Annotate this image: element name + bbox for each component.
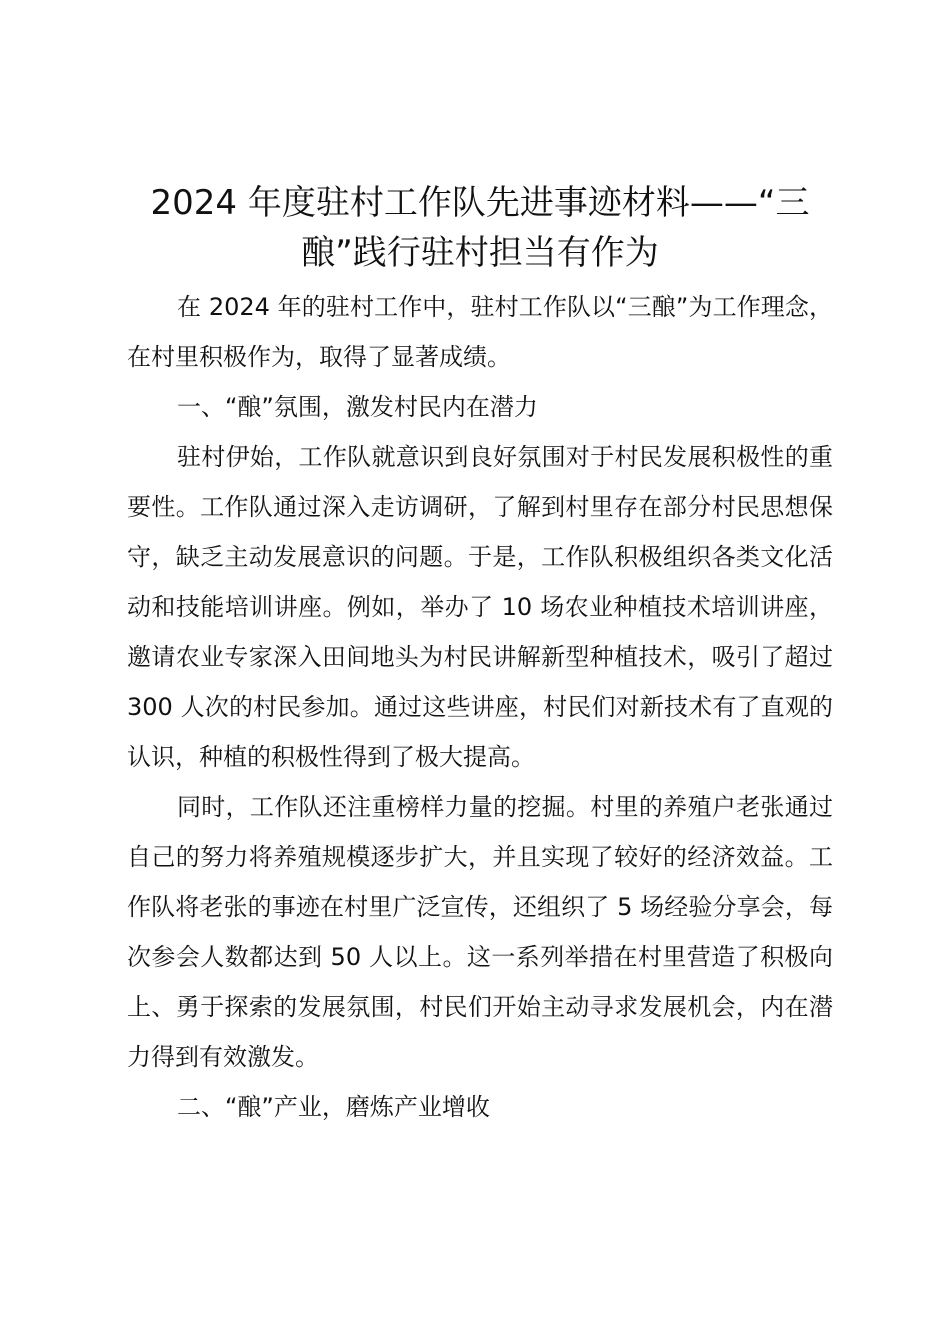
section-1-heading: 一、“酿”氛围，激发村民内在潜力	[177, 393, 538, 421]
section-1-paragraph-2: 同时，工作队还注重榜样力量的挖掘。村里的养殖户老张通过自己的努力将养殖规模逐步扩大，并且实现了较好的经济效益。工作队将老张的事迹在村里广泛宣传，还组织了 5 场经验分享会，每次参会人数都达到 50 人以上。这一系列举措在村里营造了积极向上、勇于探索的发展氛围，村民们开始主动寻求发展机会，内在潜力得到有效激发。	[127, 793, 833, 1071]
document-title: 2024 年度驻村工作队先进事迹材料——“三酿”践行驻村担当有作为	[150, 183, 810, 273]
section-2-heading: 二、“酿”产业，磨炼产业增收	[177, 1093, 490, 1121]
intro-paragraph: 在 2024 年的驻村工作中，驻村工作队以“三酿”为工作理念，在村里积极作为，取得了显著成绩。	[127, 293, 833, 371]
section-1-paragraph-1: 驻村伊始，工作队就意识到良好氛围对于村民发展积极性的重要性。工作队通过深入走访调研，了解到村里存在部分村民思想保守，缺乏主动发展意识的问题。于是，工作队积极组织各类文化活动和技能培训讲座。例如，举办了 10 场农业种植技术培训讲座，邀请农业专家深入田间地头为村民讲解新型种植技术，吸引了超过 300 人次的村民参加。通过这些讲座，村民们对新技术有了直观的认识，种植的积极性得到了极大提高。	[127, 443, 833, 771]
document-body	[127, 178, 833, 1132]
